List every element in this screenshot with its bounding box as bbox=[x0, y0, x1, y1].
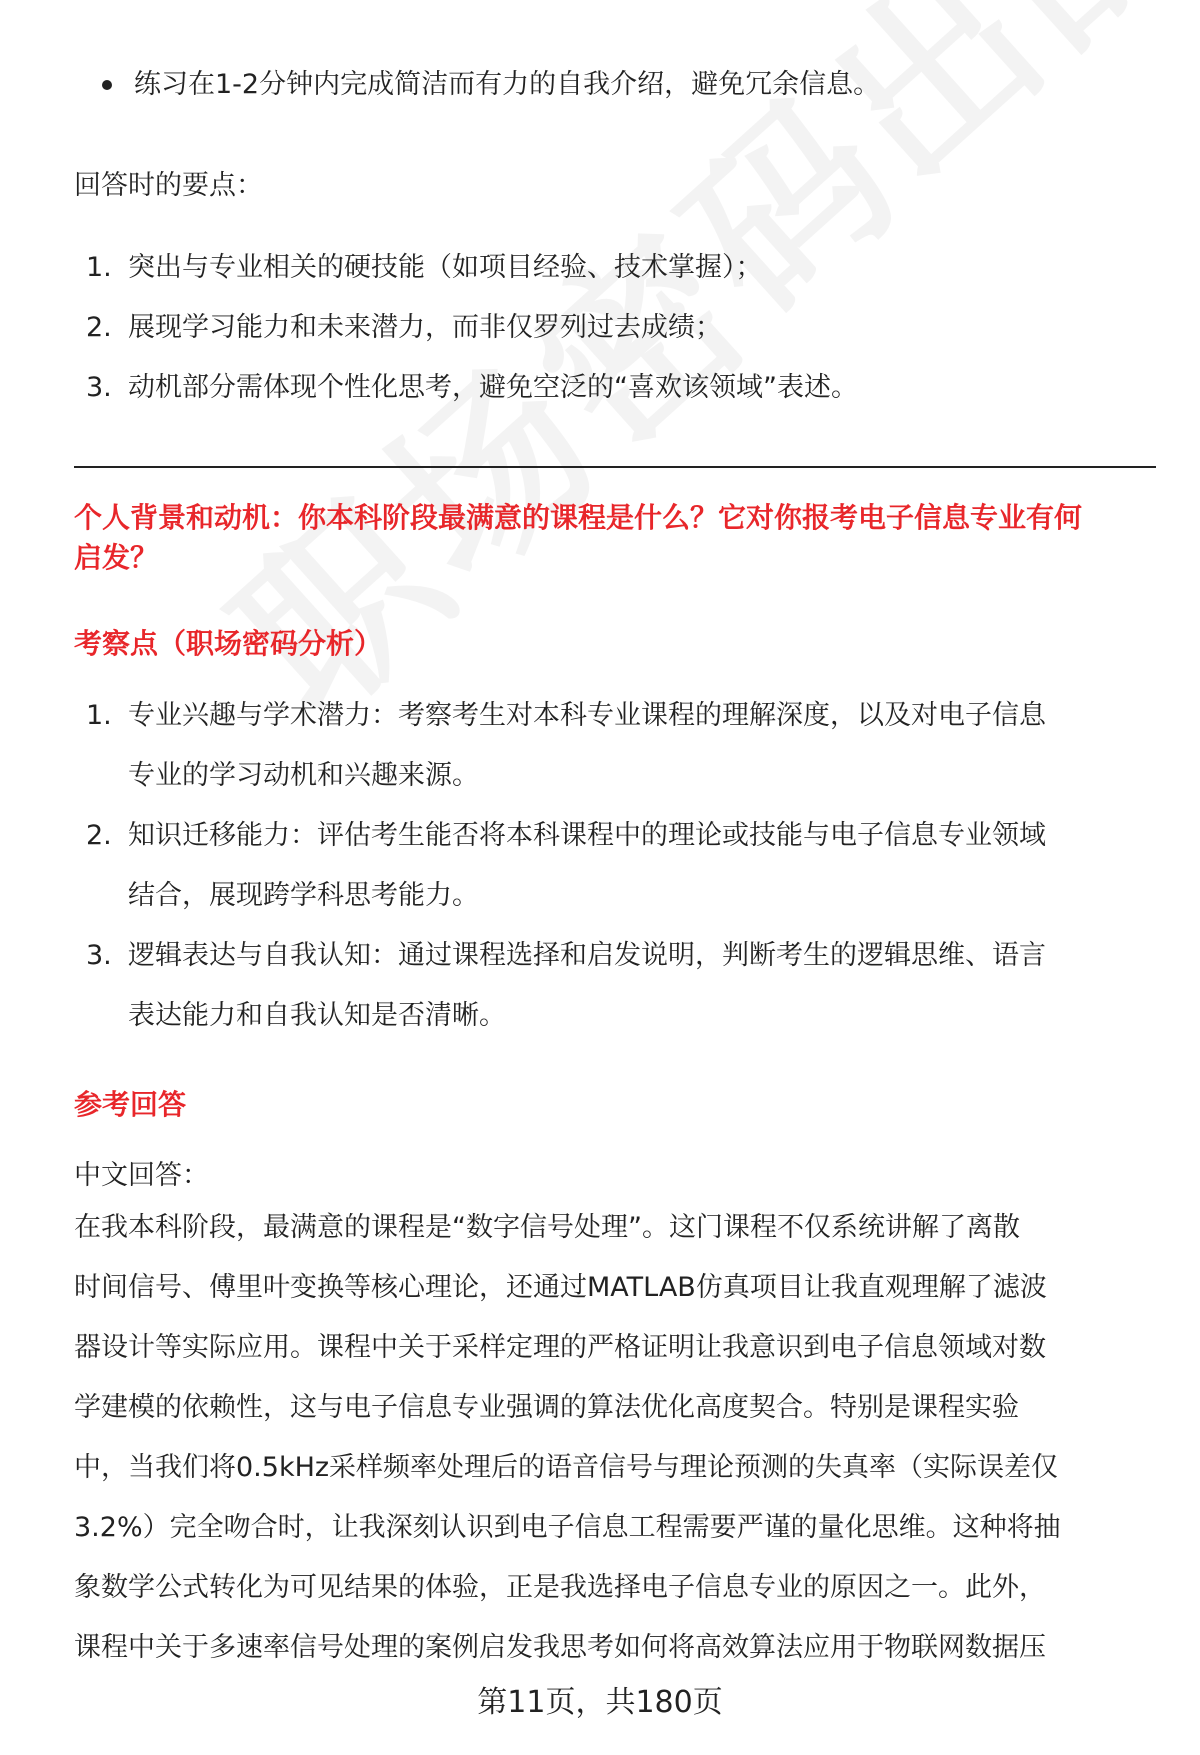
key-point-text-line: 突出与专业相关的硬技能（如项目经验、技术掌握）； bbox=[128, 252, 763, 283]
key-points-list bbox=[74, 238, 1156, 418]
key-point-text-line: 动机部分需体现个性化思考，避免空泛的“喜欢该领域”表述。 bbox=[128, 372, 858, 403]
bullet-dot-icon bbox=[102, 80, 112, 90]
answer-line: 在我本科阶段，最满意的课程是“数字信号处理”。这门课程不仅系统讲解了离散 bbox=[74, 1212, 1020, 1243]
key-point-item bbox=[74, 298, 1156, 358]
question-heading bbox=[74, 498, 1082, 578]
intro-bullet-text: 练习在1-2分钟内完成简洁而有力的自我介绍，避免冗余信息。 bbox=[134, 69, 881, 100]
answer-paragraph bbox=[74, 1198, 1061, 1678]
question-line-2: 启发？ bbox=[74, 541, 159, 574]
exam-point-text-line: 表达能力和自我认知是否清晰。 bbox=[128, 1000, 506, 1031]
exam-points-heading: 考察点（职场密码分析） bbox=[74, 627, 383, 660]
answer-line: 象数学公式转化为可见结果的体验，正是我选择电子信息专业的原因之一。此外， bbox=[74, 1572, 1046, 1603]
section-divider bbox=[74, 466, 1156, 468]
exam-point-item bbox=[74, 806, 1156, 926]
list-number: 2. bbox=[86, 820, 112, 851]
answer-line: 课程中关于多速率信号处理的案例启发我思考如何将高效算法应用于物联网数据压 bbox=[74, 1632, 1046, 1663]
answer-line: 3.2%）完全吻合时，让我深刻认识到电子信息工程需要严谨的量化思维。这种将抽 bbox=[74, 1512, 1061, 1543]
list-number: 1. bbox=[86, 252, 112, 283]
list-number: 1. bbox=[86, 700, 112, 731]
cn-answer-label: 中文回答： bbox=[74, 1160, 209, 1191]
key-point-text-line: 展现学习能力和未来潜力，而非仅罗列过去成绩； bbox=[128, 312, 722, 343]
exam-point-text-line: 知识迁移能力：评估考生能否将本科课程中的理论或技能与电子信息专业领域 bbox=[128, 820, 1046, 851]
key-point-item bbox=[74, 358, 1156, 418]
answer-line: 器设计等实际应用。课程中关于采样定理的严格证明让我意识到电子信息领域对数 bbox=[74, 1332, 1046, 1363]
answer-line: 中，当我们将0.5kHz采样频率处理后的语音信号与理论预测的失真率（实际误差仅 bbox=[74, 1452, 1059, 1483]
list-number: 2. bbox=[86, 312, 112, 343]
reference-answer-heading: 参考回答 bbox=[74, 1088, 187, 1121]
intro-bullet-item bbox=[102, 70, 880, 100]
exam-point-item bbox=[74, 686, 1156, 806]
exam-point-text-line: 专业兴趣与学术潜力：考察考生对本科专业课程的理解深度，以及对电子信息 bbox=[128, 700, 1046, 731]
key-point-item bbox=[74, 238, 1156, 298]
answer-line: 时间信号、傅里叶变换等核心理论，还通过MATLAB仿真项目让我直观理解了滤波 bbox=[74, 1272, 1047, 1303]
exam-point-text-line: 结合，展现跨学科思考能力。 bbox=[128, 880, 479, 911]
key-points-heading: 回答时的要点： bbox=[74, 170, 263, 201]
page-footer: 第11页，共180页 bbox=[477, 1685, 723, 1720]
answer-line: 学建模的依赖性，这与电子信息专业强调的算法优化高度契合。特别是课程实验 bbox=[74, 1392, 1019, 1423]
list-number: 3. bbox=[86, 940, 112, 971]
exam-point-text-line: 逻辑表达与自我认知：通过课程选择和启发说明，判断考生的逻辑思维、语言 bbox=[128, 940, 1046, 971]
exam-point-item bbox=[74, 926, 1156, 1046]
exam-points-list bbox=[74, 686, 1156, 1046]
list-number: 3. bbox=[86, 372, 112, 403]
question-line-1: 个人背景和动机：你本科阶段最满意的课程是什么？它对你报考电子信息专业有何 bbox=[74, 501, 1083, 534]
exam-point-text-line: 专业的学习动机和兴趣来源。 bbox=[128, 760, 479, 791]
